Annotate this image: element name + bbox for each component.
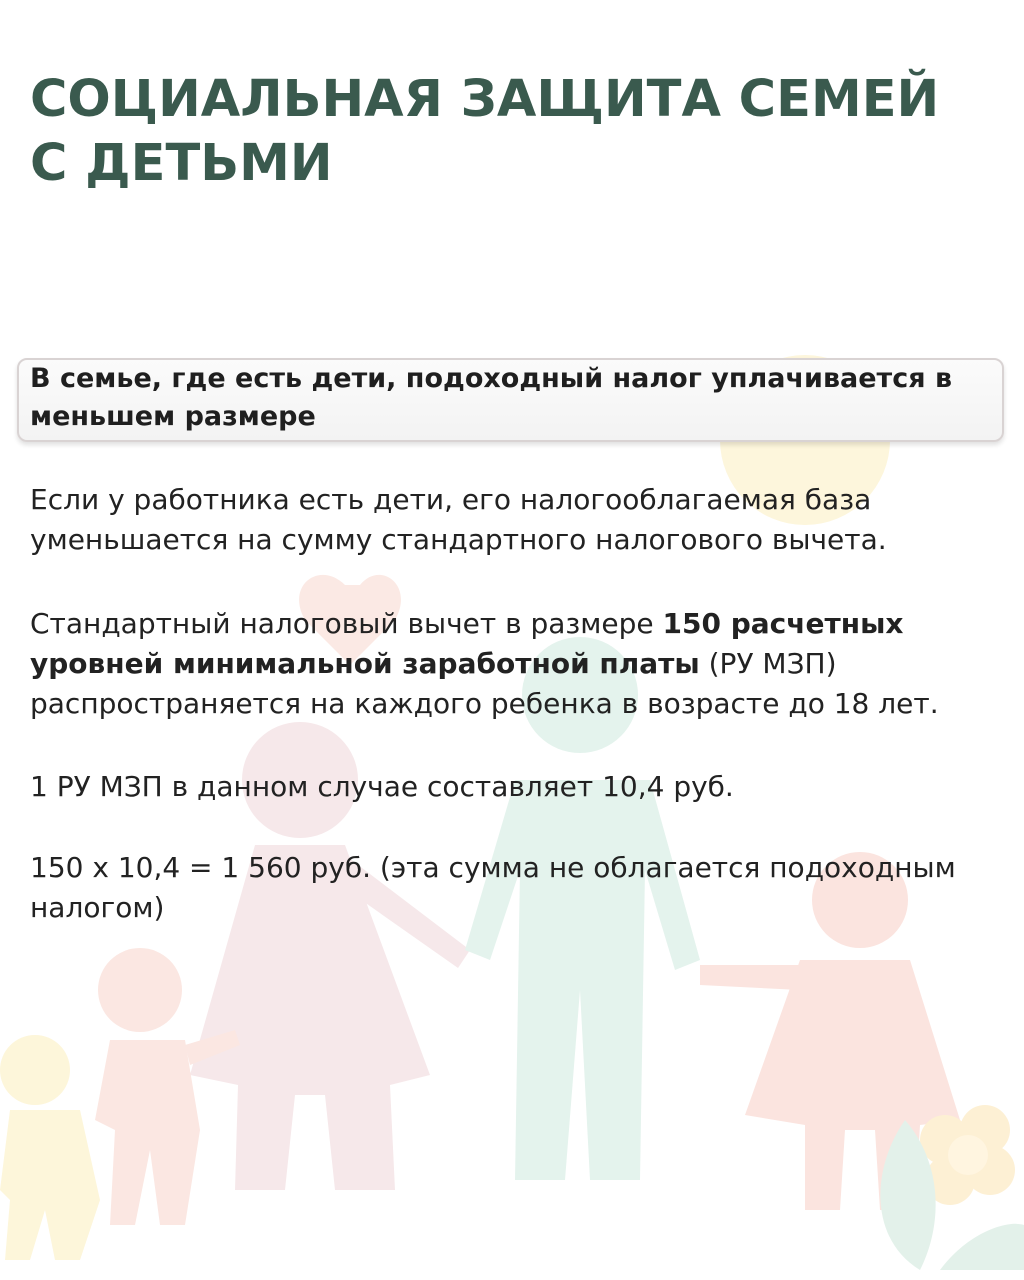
paragraph-tax-base: Если у работника есть дети, его налогооблагаемая база уменьшается на сумму стандартного налогового вычета. — [30, 483, 887, 556]
deduction-text-end: (РУ МЗП) распространяется на каждого ребенка в возрасте до 18 лет. — [30, 647, 939, 720]
deduction-amount-bold: 150 расчетных уровней минимальной заработной платы — [30, 607, 904, 680]
paragraph-standard-deduction — [30, 604, 1005, 724]
page-title: СОЦИАЛЬНАЯ ЗАЩИТА СЕМЕЙ С ДЕТЬМИ — [30, 70, 940, 193]
paragraph-calculation: 150 х 10,4 = 1 560 руб. (эта сумма не облагается подоходным налогом) — [30, 851, 956, 924]
deduction-text-start: Стандартный налоговый вычет в размере — [30, 607, 663, 640]
paragraph-ru-mzp-value: 1 РУ МЗП в данном случае составляет 10,4 руб. — [30, 770, 734, 803]
toddler-figure — [0, 1035, 100, 1260]
highlight-text: В семье, где есть дети, подоходный налог уплачивается в меньшем размере — [30, 363, 953, 432]
leaf-shape-2 — [940, 1224, 1024, 1270]
